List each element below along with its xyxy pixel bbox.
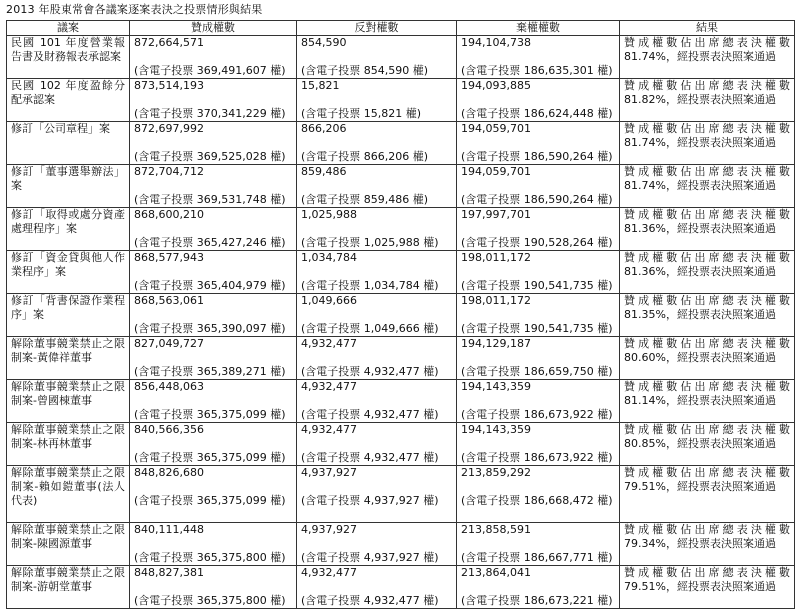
table-row (7, 523, 795, 566)
for-votes-cell (130, 466, 297, 523)
against-votes-electronic: (含電子投票 4,937,927 權) (301, 551, 439, 564)
against-votes-electronic: (含電子投票 4,932,477 權) (301, 408, 439, 421)
for-votes-electronic: (含電子投票 369,491,607 權) (134, 64, 286, 77)
result-ratio-label: 贊成權數佔出席總表決權數 (624, 79, 790, 92)
result-ratio-label: 贊成權數佔出席總表決權數 (624, 423, 790, 436)
abstain-votes-electronic: (含電子投票 190,541,735 權) (461, 279, 613, 292)
result-cell (620, 523, 795, 566)
agenda-cell: 解除董事競業禁止之限制案-賴如鎧董事(法人代表) (7, 466, 130, 523)
result-cell (620, 251, 795, 294)
against-votes-total: 1,049,666 (301, 294, 357, 307)
abstain-votes-electronic: (含電子投票 186,659,750 權) (461, 365, 613, 378)
table-body (7, 36, 795, 609)
for-votes-cell (130, 122, 297, 165)
abstain-votes-total: 213,858,591 (461, 523, 531, 536)
against-votes-cell (297, 208, 457, 251)
abstain-votes-cell (457, 466, 620, 523)
table-row (7, 337, 795, 380)
table-row (7, 165, 795, 208)
abstain-votes-electronic: (含電子投票 186,673,922 權) (461, 408, 613, 421)
for-votes-electronic: (含電子投票 370,341,229 權) (134, 107, 286, 120)
for-votes-cell (130, 251, 297, 294)
vote-results-table (6, 20, 795, 609)
against-votes-total: 4,937,927 (301, 523, 357, 536)
result-ratio-label: 贊成權數佔出席總表決權數 (624, 36, 790, 49)
against-votes-total: 1,025,988 (301, 208, 357, 221)
result-cell (620, 79, 795, 122)
abstain-votes-total: 194,093,885 (461, 79, 531, 92)
result-cell (620, 380, 795, 423)
against-votes-cell (297, 380, 457, 423)
agenda-cell: 修訂「資金貸與他人作業程序」案 (7, 251, 130, 294)
for-votes-cell (130, 79, 297, 122)
against-votes-cell (297, 251, 457, 294)
against-votes-cell (297, 165, 457, 208)
for-votes-total: 868,563,061 (134, 294, 204, 307)
against-votes-electronic: (含電子投票 4,932,477 權) (301, 365, 439, 378)
table-row (7, 208, 795, 251)
agenda-cell: 民國 101 年度營業報告書及財務報表承認案 (7, 36, 130, 79)
table-row (7, 251, 795, 294)
abstain-votes-cell (457, 165, 620, 208)
for-votes-total: 856,448,063 (134, 380, 204, 393)
against-votes-total: 15,821 (301, 79, 340, 92)
for-votes-total: 872,664,571 (134, 36, 204, 49)
against-votes-electronic: (含電子投票 866,206 權) (301, 150, 429, 163)
against-votes-cell (297, 337, 457, 380)
result-ratio-label: 贊成權數佔出席總表決權數 (624, 337, 790, 350)
for-votes-electronic: (含電子投票 369,525,028 權) (134, 150, 286, 163)
table-row (7, 466, 795, 523)
against-votes-electronic: (含電子投票 859,486 權) (301, 193, 429, 206)
result-cell (620, 165, 795, 208)
agenda-cell: 民國 102 年度盈餘分配承認案 (7, 79, 130, 122)
result-outcome: 79.34%，經投票表決照案通過 (624, 537, 776, 550)
against-votes-cell (297, 466, 457, 523)
abstain-votes-total: 194,059,701 (461, 165, 531, 178)
abstain-votes-cell (457, 566, 620, 609)
abstain-votes-total: 198,011,172 (461, 294, 531, 307)
for-votes-electronic: (含電子投票 369,531,748 權) (134, 193, 286, 206)
for-votes-total: 848,826,680 (134, 466, 204, 479)
abstain-votes-cell (457, 251, 620, 294)
result-cell (620, 294, 795, 337)
for-votes-electronic: (含電子投票 365,375,099 權) (134, 494, 286, 507)
abstain-votes-electronic: (含電子投票 186,673,922 權) (461, 451, 613, 464)
header-abstain-votes: 棄權權數 (457, 21, 620, 36)
header-for-votes: 贊成權數 (130, 21, 297, 36)
against-votes-cell (297, 523, 457, 566)
agenda-cell: 解除董事競業禁止之限制案-黃偉祥董事 (7, 337, 130, 380)
table-row (7, 423, 795, 466)
against-votes-total: 854,590 (301, 36, 347, 49)
result-outcome: 81.74%，經投票表決照案通過 (624, 136, 776, 149)
agenda-cell: 解除董事競業禁止之限制案-陳國源董事 (7, 523, 130, 566)
abstain-votes-electronic: (含電子投票 186,624,448 權) (461, 107, 613, 120)
header-agenda: 議案 (7, 21, 130, 36)
result-cell (620, 337, 795, 380)
for-votes-total: 868,600,210 (134, 208, 204, 221)
against-votes-electronic: (含電子投票 15,821 權) (301, 107, 422, 120)
against-votes-total: 4,932,477 (301, 337, 357, 350)
for-votes-total: 840,566,356 (134, 423, 204, 436)
abstain-votes-electronic: (含電子投票 186,590,264 權) (461, 193, 613, 206)
for-votes-total: 868,577,943 (134, 251, 204, 264)
table-row (7, 566, 795, 609)
result-ratio-label: 贊成權數佔出席總表決權數 (624, 251, 790, 264)
abstain-votes-total: 194,143,359 (461, 423, 531, 436)
agenda-cell: 修訂「公司章程」案 (7, 122, 130, 165)
for-votes-cell (130, 36, 297, 79)
result-cell (620, 36, 795, 79)
for-votes-cell (130, 165, 297, 208)
abstain-votes-cell (457, 423, 620, 466)
for-votes-total: 827,049,727 (134, 337, 204, 350)
against-votes-electronic: (含電子投票 1,025,988 權) (301, 236, 439, 249)
agenda-cell: 修訂「董事選舉辦法」案 (7, 165, 130, 208)
result-ratio-label: 贊成權數佔出席總表決權數 (624, 523, 790, 536)
abstain-votes-electronic: (含電子投票 186,668,472 權) (461, 494, 613, 507)
for-votes-total: 873,514,193 (134, 79, 204, 92)
header-result: 結果 (620, 21, 795, 36)
abstain-votes-total: 194,143,359 (461, 380, 531, 393)
abstain-votes-electronic: (含電子投票 190,528,264 權) (461, 236, 613, 249)
against-votes-total: 4,932,477 (301, 423, 357, 436)
result-outcome: 81.14%，經投票表決照案通過 (624, 394, 776, 407)
abstain-votes-cell (457, 79, 620, 122)
for-votes-cell (130, 208, 297, 251)
page-title: 2013 年股東常會各議案逐案表決之投票情形與結果 (6, 3, 263, 16)
result-ratio-label: 贊成權數佔出席總表決權數 (624, 122, 790, 135)
abstain-votes-total: 213,859,292 (461, 466, 531, 479)
against-votes-total: 866,206 (301, 122, 347, 135)
for-votes-electronic: (含電子投票 365,375,099 權) (134, 408, 286, 421)
table-row (7, 122, 795, 165)
against-votes-electronic: (含電子投票 4,932,477 權) (301, 594, 439, 607)
for-votes-cell (130, 294, 297, 337)
for-votes-electronic: (含電子投票 365,390,097 權) (134, 322, 286, 335)
result-cell (620, 423, 795, 466)
result-outcome: 81.36%，經投票表決照案通過 (624, 265, 776, 278)
against-votes-total: 4,932,477 (301, 566, 357, 579)
against-votes-cell (297, 122, 457, 165)
against-votes-cell (297, 79, 457, 122)
abstain-votes-cell (457, 294, 620, 337)
for-votes-cell (130, 566, 297, 609)
result-ratio-label: 贊成權數佔出席總表決權數 (624, 566, 790, 579)
against-votes-total: 859,486 (301, 165, 347, 178)
table-row (7, 294, 795, 337)
result-cell (620, 122, 795, 165)
result-ratio-label: 贊成權數佔出席總表決權數 (624, 380, 790, 393)
against-votes-cell (297, 566, 457, 609)
result-outcome: 80.85%，經投票表決照案通過 (624, 437, 776, 450)
abstain-votes-total: 198,011,172 (461, 251, 531, 264)
table-row (7, 79, 795, 122)
for-votes-electronic: (含電子投票 365,389,271 權) (134, 365, 286, 378)
abstain-votes-cell (457, 523, 620, 566)
result-ratio-label: 贊成權數佔出席總表決權數 (624, 294, 790, 307)
for-votes-electronic: (含電子投票 365,404,979 權) (134, 279, 286, 292)
agenda-cell: 解除董事競業禁止之限制案-林再林董事 (7, 423, 130, 466)
against-votes-cell (297, 423, 457, 466)
abstain-votes-total: 194,129,187 (461, 337, 531, 350)
result-outcome: 81.35%，經投票表決照案通過 (624, 308, 776, 321)
abstain-votes-total: 213,864,041 (461, 566, 531, 579)
for-votes-total: 872,697,992 (134, 122, 204, 135)
agenda-cell: 解除董事競業禁止之限制案-游朝堂董事 (7, 566, 130, 609)
for-votes-cell (130, 523, 297, 566)
agenda-cell: 修訂「取得或處分資產處理程序」案 (7, 208, 130, 251)
table-header-row (7, 21, 795, 36)
abstain-votes-cell (457, 36, 620, 79)
table-row (7, 36, 795, 79)
for-votes-total: 848,827,381 (134, 566, 204, 579)
table-row (7, 380, 795, 423)
for-votes-electronic: (含電子投票 365,427,246 權) (134, 236, 286, 249)
for-votes-electronic: (含電子投票 365,375,800 權) (134, 551, 286, 564)
agenda-cell: 修訂「背書保證作業程序」案 (7, 294, 130, 337)
agenda-cell: 解除董事競業禁止之限制案-曾國棟董事 (7, 380, 130, 423)
result-outcome: 81.82%，經投票表決照案通過 (624, 93, 776, 106)
against-votes-electronic: (含電子投票 1,034,784 權) (301, 279, 439, 292)
for-votes-cell (130, 423, 297, 466)
result-outcome: 79.51%，經投票表決照案通過 (624, 480, 776, 493)
result-outcome: 81.74%，經投票表決照案通過 (624, 179, 776, 192)
for-votes-electronic: (含電子投票 365,375,099 權) (134, 451, 286, 464)
for-votes-electronic: (含電子投票 365,375,800 權) (134, 594, 286, 607)
abstain-votes-total: 194,104,738 (461, 36, 531, 49)
abstain-votes-cell (457, 122, 620, 165)
against-votes-total: 4,937,927 (301, 466, 357, 479)
for-votes-cell (130, 337, 297, 380)
abstain-votes-cell (457, 208, 620, 251)
result-ratio-label: 贊成權數佔出席總表決權數 (624, 208, 790, 221)
header-against-votes: 反對權數 (297, 21, 457, 36)
abstain-votes-cell (457, 337, 620, 380)
against-votes-electronic: (含電子投票 1,049,666 權) (301, 322, 439, 335)
result-outcome: 79.51%，經投票表決照案通過 (624, 580, 776, 593)
against-votes-electronic: (含電子投票 4,932,477 權) (301, 451, 439, 464)
against-votes-electronic: (含電子投票 4,937,927 權) (301, 494, 439, 507)
abstain-votes-electronic: (含電子投票 186,673,221 權) (461, 594, 613, 607)
for-votes-cell (130, 380, 297, 423)
abstain-votes-electronic: (含電子投票 186,635,301 權) (461, 64, 613, 77)
for-votes-total: 872,704,712 (134, 165, 204, 178)
result-outcome: 81.36%，經投票表決照案通過 (624, 222, 776, 235)
abstain-votes-electronic: (含電子投票 186,667,771 權) (461, 551, 613, 564)
abstain-votes-electronic: (含電子投票 190,541,735 權) (461, 322, 613, 335)
result-outcome: 81.74%，經投票表決照案通過 (624, 50, 776, 63)
result-cell (620, 208, 795, 251)
against-votes-cell (297, 294, 457, 337)
against-votes-electronic: (含電子投票 854,590 權) (301, 64, 429, 77)
for-votes-total: 840,111,448 (134, 523, 204, 536)
abstain-votes-total: 197,997,701 (461, 208, 531, 221)
abstain-votes-electronic: (含電子投票 186,590,264 權) (461, 150, 613, 163)
abstain-votes-total: 194,059,701 (461, 122, 531, 135)
abstain-votes-cell (457, 380, 620, 423)
result-ratio-label: 贊成權數佔出席總表決權數 (624, 165, 790, 178)
against-votes-total: 4,932,477 (301, 380, 357, 393)
result-outcome: 80.60%，經投票表決照案通過 (624, 351, 776, 364)
result-cell (620, 466, 795, 523)
result-ratio-label: 贊成權數佔出席總表決權數 (624, 466, 790, 479)
result-cell (620, 566, 795, 609)
against-votes-cell (297, 36, 457, 79)
against-votes-total: 1,034,784 (301, 251, 357, 264)
